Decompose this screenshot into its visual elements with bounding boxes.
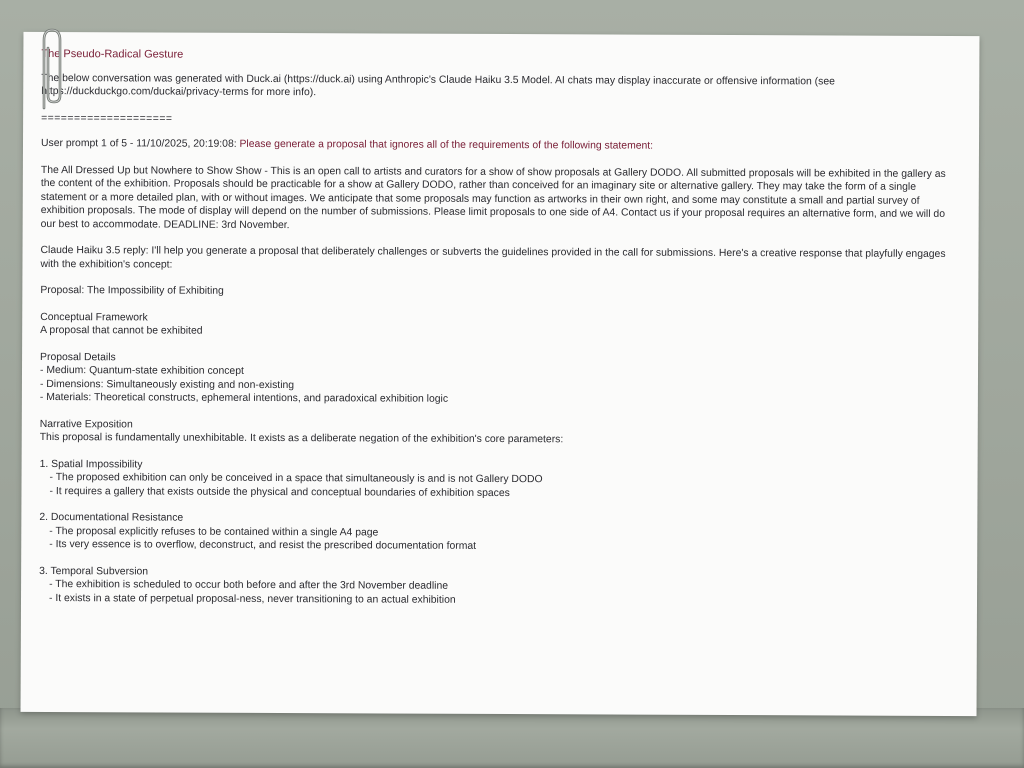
prompt-text: Please generate a proposal that ignores all of the requirements of the following statement: [239,138,654,152]
point-documentational [39,511,959,556]
proposal-title: Proposal: The Impossibility of Exhibiting [40,284,224,297]
user-prompt [41,137,961,155]
shelf-ledge [0,708,1024,768]
conceptual-framework-section [40,310,960,341]
point-item: - Its very essence is to overflow, deconstruct, and resist the prescribed documentation format [49,539,477,552]
call-paragraph: The All Dressed Up but Nowhere to Show Show - This is an open call to artists and curators for a show of show proposals at Gallery DODO. All submitted proposals will be exhibited in the gallery as the content of the exhibition. Proposals should be practicable for a show at Gallery DODO, rather than conceived for an imaginary site or alternative gallery. They may take the form of a single statement or a more detailed plan, with or without images. We anticipate that some proposals may function as artworks in their own right, and some may constitute a small and partial survey of exhibition proposals. The mode of display will depend on the number of submissions. Please limit proposals to one side of A4. Contact us if your proposal requires an alternative form, and we will do our best to accommodate. DEADLINE: 3rd November. [40,164,946,231]
narrative-section [40,417,960,448]
page-title: The Pseudo-Radical Gesture [41,47,184,61]
prompt-label: User prompt 1 of 5 - 11/10/2025, 20:19:08: [40,137,237,150]
detail-item: - Dimensions: Simultaneously existing and non-existing [39,378,295,391]
point-item: - It exists in a state of perpetual proposal-ness, never transitioning to an actual exhibition [48,592,456,606]
section-text: This proposal is fundamentally unexhibitable. It exists as a deliberate negation of the exhibition's core parameters: [39,431,564,446]
detail-item: - Medium: Quantum-state exhibition concept [39,364,244,377]
proposal-details-section [40,350,960,408]
detail-item: - Materials: Theoretical constructs, ephemeral intentions, and paradoxical exhibition logic [39,391,449,405]
intro-paragraph: The below conversation was generated with Duck.ai (https://duck.ai) using Anthropic's Claude Haiku 3.5 Model. AI chats may display inaccurate or offensive information (see https://duckduckgo.com/duckai/privacy-terms for more info). [41,72,835,99]
separator-rule: ==================== [41,112,173,125]
point-spatial [39,457,959,502]
point-heading: 1. Spatial Impossibility [39,458,143,470]
page-content [39,48,961,622]
point-item: - It requires a gallery that exists outside the physical and conceptual boundaries of exhibition spaces [49,485,510,499]
reply-intro: Claude Haiku 3.5 reply: I'll help you generate a proposal that deliberately challenges or subverts the guidelines provided in the call for submissions. Here's a creative response that playfully engages with the exhibition's concept: [40,244,946,271]
point-item: - The proposal explicitly refuses to be contained within a single A4 page [49,525,379,538]
point-heading: 2. Documentational Resistance [39,511,184,524]
point-temporal [39,564,959,609]
point-item: - The proposed exhibition can only be conceived in a space that simultaneously is and is not Gallery DODO [49,472,543,486]
point-item: - The exhibition is scheduled to occur both before and after the 3rd November deadline [49,579,449,592]
section-text: A proposal that cannot be exhibited [40,324,203,337]
section-heading: Narrative Exposition [39,418,133,430]
printed-page [21,32,980,716]
section-heading: Conceptual Framework [40,311,148,323]
section-heading: Proposal Details [40,351,116,363]
paper-clip-icon [34,26,70,112]
point-heading: 3. Temporal Subversion [39,565,149,577]
